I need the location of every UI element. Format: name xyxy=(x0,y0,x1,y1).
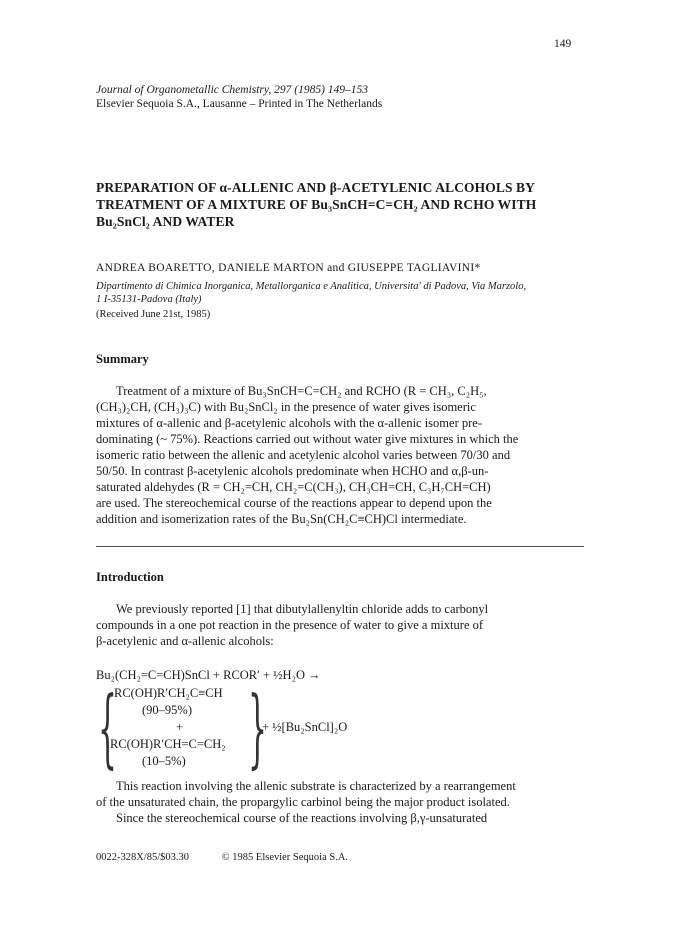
received-date: (Received June 21st, 1985) xyxy=(96,309,211,320)
yield-2: (10–5%) xyxy=(142,754,186,768)
text-line: saturated aldehydes (R = CH₂=CH, CH₂=C(CH₃), CH₃CH=CH, C₃H₇CH=CH) xyxy=(96,480,491,494)
issn-code: 0022-328X/85/$03.30 xyxy=(96,852,190,863)
text-line: (CH₃)₂CH, (CH₃)₃C) with Bu₂SnCl₂ in the presence of water gives isomeric xyxy=(96,400,476,414)
equation-reactants: Bu₂(CH₂=C=CH)SnCl + RCOR′ + ½H₂O → xyxy=(96,668,321,682)
continuation-text xyxy=(96,778,584,826)
title-line: Bu₂SnCl₂ AND WATER xyxy=(96,214,235,229)
summary-heading: Summary xyxy=(96,352,149,366)
text-line: β-acetylenic and α-allenic alcohols: xyxy=(96,634,274,648)
text-line: are used. The stereochemical course of the reactions appear to depend upon the xyxy=(96,496,492,510)
authors: ANDREA BOARETTO, DANIELE MARTON and GIUSEPPE TAGLIAVINI* xyxy=(96,262,481,274)
text-line: 50/50. In contrast β-acetylenic alcohols predominate when HCHO and α,β-un- xyxy=(96,464,489,478)
equation-products xyxy=(96,679,396,778)
affiliation xyxy=(96,280,596,306)
paper-title xyxy=(96,179,596,230)
text-line: Since the stereochemical course of the reactions involving β,γ-unsaturated xyxy=(116,811,488,825)
summary-text xyxy=(96,383,584,527)
text-line: of the unsaturated chain, the propargylic carbinol being the major product isolated. xyxy=(96,795,510,809)
introduction-text xyxy=(96,601,584,649)
text-line: addition and isomerization rates of the Bu₂Sn(CH₂C≡CH)Cl intermediate. xyxy=(96,512,467,526)
yield-1: (90–95%) xyxy=(142,703,192,717)
title-line: PREPARATION OF α-ALLENIC AND β-ACETYLENIC ALCOHOLS BY xyxy=(96,180,535,195)
left-brace: { xyxy=(98,679,117,778)
product-2: RC(OH)R′CH=C=CH₂ xyxy=(110,737,226,751)
product-1: RC(OH)R′CH₂C≡CH xyxy=(114,686,223,700)
title-line: TREATMENT OF A MIXTURE OF Bu₃SnCH=C=CH₂ AND RCHO WITH xyxy=(96,197,537,212)
text-line: dominating (~ 75%). Reactions carried out without water give mixtures in which the xyxy=(96,432,519,446)
affiliation-line: Dipartimento di Chimica Inorganica, Metallorganica e Analitica, Universita' di Padova, Via Marzolo, xyxy=(96,281,527,292)
byproduct: + ½[Bu₂SnCl]₂O xyxy=(262,720,348,734)
section-divider xyxy=(96,546,584,547)
affiliation-line: 1 I-35131-Padova (Italy) xyxy=(96,294,202,305)
footer xyxy=(96,852,348,863)
journal-line: Journal of Organometallic Chemistry, 297 (1985) 149–153 xyxy=(96,84,369,96)
right-brace: } xyxy=(248,679,267,778)
text-line: Treatment of a mixture of Bu₃SnCH=C=CH₂ and RCHO (R = CH₃, C₂H₅, xyxy=(116,384,487,398)
plus-sign: + xyxy=(176,720,184,734)
introduction-heading: Introduction xyxy=(96,570,164,584)
text-line: We previously reported [1] that dibutylallenyltin chloride adds to carbonyl xyxy=(116,602,489,616)
publisher-line: Elsevier Sequoia S.A., Lausanne – Printed in The Netherlands xyxy=(96,98,383,110)
page-number: 149 xyxy=(554,38,572,50)
text-line: compounds in a one pot reaction in the presence of water to give a mixture of xyxy=(96,618,484,632)
text-line: This reaction involving the allenic substrate is characterized by a rearrangement xyxy=(116,779,516,793)
journal-citation xyxy=(96,83,382,111)
copyright: © 1985 Elsevier Sequoia S.A. xyxy=(221,852,349,863)
text-line: mixtures of α-allenic and β-acetylenic alcohols with the α-allenic isomer pre- xyxy=(96,416,482,430)
text-line: isomeric ratio between the allenic and acetylenic alcohol varies between 70/30 and xyxy=(96,448,511,462)
